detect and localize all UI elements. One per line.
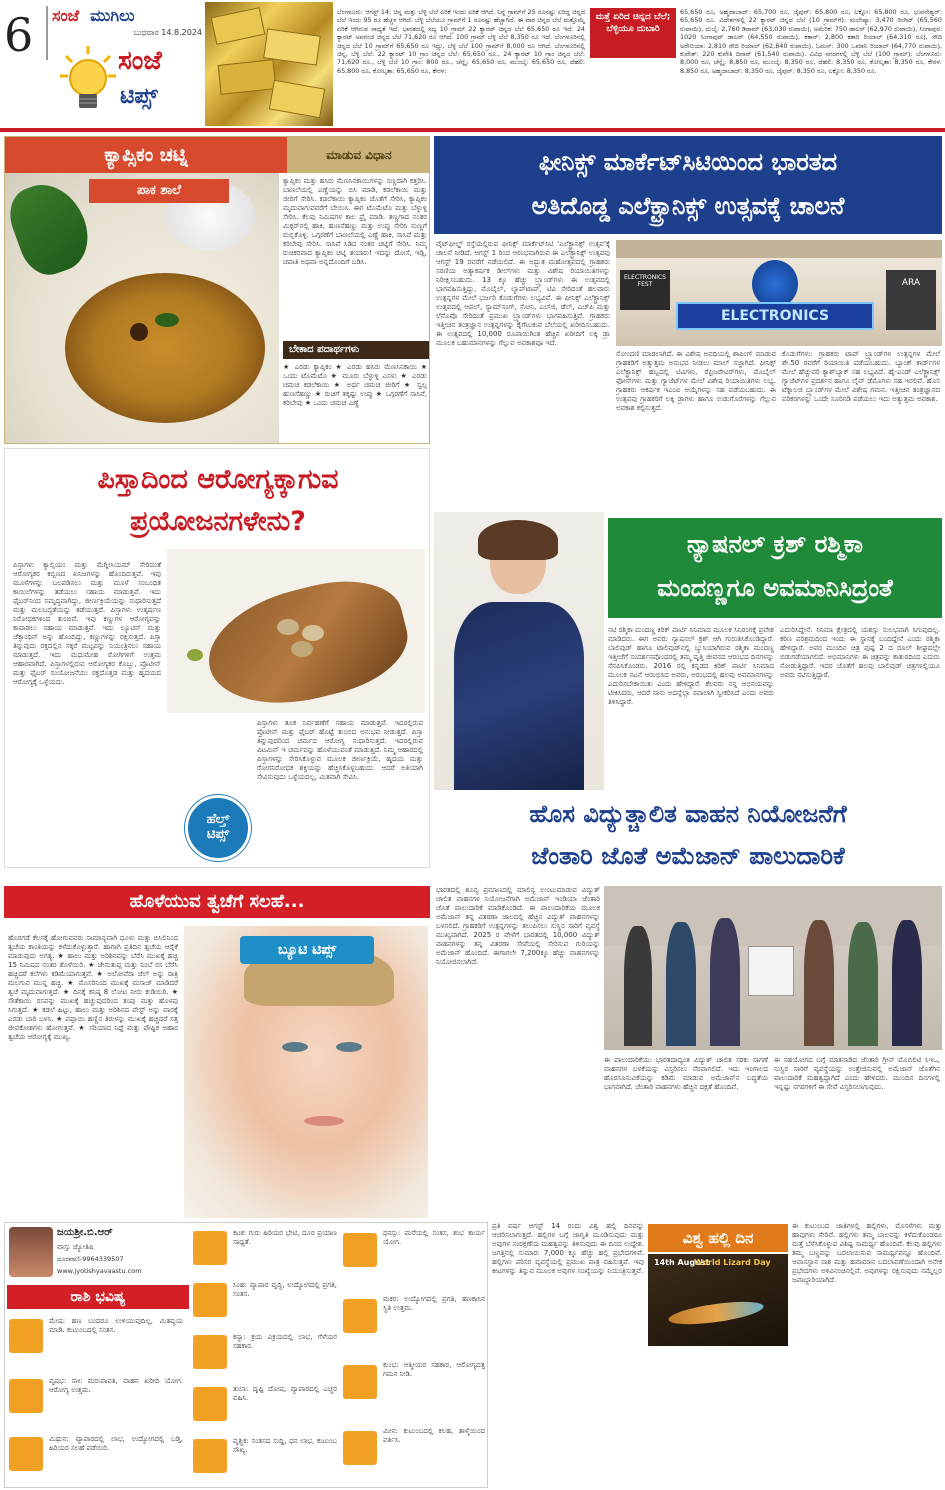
amazon-title-line-1: ಹೊಸ ವಿದ್ಯುತ್ಚಾಲಿತ ವಾಹನ ನಿಯೋಜನೆಗೆ [529, 800, 847, 828]
gold-rates-badge-text: ಮತ್ತೆ ಏರಿದ ಚಿನ್ನದ ಬೆಲೆ; ಬೆಳ್ಳಿಯೂ ದುಬಾರಿ [595, 12, 671, 34]
sign-tula [193, 1383, 339, 1433]
rashi-title-bar [7, 1285, 189, 1309]
sign-kanya-text: ಕನ್ಯಾ: ಕ್ರಯ ವಿಕ್ರಯದಲ್ಲಿ ಲಾಭ, ಗೆಳೆಯರ ಸಹಕಾರ. [233, 1333, 337, 1350]
beauty-tips-badge [240, 936, 374, 964]
sign-vrishchika [193, 1435, 339, 1485]
skin-face-image [184, 926, 428, 1218]
gold-bars-image [205, 2, 333, 126]
skin-text: ಹೊರಗಡೆ ಕೆಲಸಕ್ಕೆ ಹೋಗುವವರು ಸಾಮಾನ್ಯವಾಗಿ ಧೂಳು ಮತ್ತು ಬಿಸಿಲಿನಿಂದ ತ್ವಚೆಯ ಕಾಂತಿಯನ್ನು ಕಳೆದುಕೊಳ್ಳುತ್ತಾರೆ. ಹಾಗಾಗಿ ಪ್ರತಿದಿನ ತ್ವಚೆಯ ಆರೈಕೆ ಮಾಡುವುದು ಅಗತ್ಯ. ★ ಹಾಲು ಮತ್ತು ಅರಿಶಿನವನ್ನು ಬೆರೆಸಿ ಮುಖಕ್ಕೆ ಹಚ್ಚಿ 15 ನಿಮಿಷದ ನಂತರ ತೊಳೆಯಿರಿ. ★ ಜೇನುತುಪ್ಪ ಮತ್ತು ನಿಂಬೆ ರಸ ಬೆರೆಸಿ ಹಚ್ಚಿದರೆ ಕಲೆಗಳು ಕಡಿಮೆಯಾಗುತ್ತವೆ. ★ ಅಲೋವೆರಾ ಜೆಲ್ ಅನ್ನು ರಾತ್ರಿ ಮಲಗುವ ಮುನ್ನ ಹಚ್ಚಿ. ★ ಮೊಸರಿನಿಂದ ಮುಖಕ್ಕೆ ಮಸಾಜ್ ಮಾಡಿದರೆ ತ್ವಚೆ ಮೃದುವಾಗುತ್ತದೆ. ★ ದಿನಕ್ಕೆ ಕನಿಷ್ಠ 8 ಲೋಟ ನೀರು ಕುಡಿಯಿರಿ. ★ ಸೌತೆಕಾಯಿ ರಸವನ್ನು ಮುಖಕ್ಕೆ ಹಚ್ಚುವುದರಿಂದ ತಂಪು ಮತ್ತು ಹೊಳಪು ಸಿಗುತ್ತದೆ. ★ ಕಡಲೆ ಹಿಟ್ಟು, ಹಾಲು ಮತ್ತು ಅರಿಶಿನದ ಪೇಸ್ಟ್ ಅನ್ನು ವಾರಕ್ಕೆ ಎರಡು ಬಾರಿ ಬಳಸಿ. ★ ಪಪ್ಪಾಯಿ ಹಣ್ಣಿನ ತಿರುಳನ್ನು ಮುಖಕ್ಕೆ ಹಚ್ಚಿದರೆ ಸತ್ತ ಜೀವಕೋಶಗಳು ಹೋಗುತ್ತವೆ. ★ ಸರಿಯಾದ ನಿದ್ದೆ ಮತ್ತು ಪೌಷ್ಟಿಕ ಆಹಾರ ತ್ವಚೆಯ ಆರೋಗ್ಯಕ್ಕೆ ಮುಖ್ಯ. [8, 934, 178, 1041]
kanya-icon [193, 1335, 227, 1369]
health-tips-badge [185, 795, 251, 861]
ingredients-label: ಬೇಕಾದ ಪದಾರ್ಥಗಳು [289, 344, 360, 355]
mithuna-icon [9, 1437, 43, 1471]
recipe-section [4, 136, 430, 444]
makara-icon [343, 1299, 377, 1333]
lizard-poster-text: World Lizard Day [694, 1258, 771, 1267]
recipe-method-label: ಮಾಡುವ ವಿಧಾನ [326, 148, 392, 162]
fest-label: ELECTRONICS FEST [620, 270, 670, 310]
sign-kataka [193, 1227, 339, 1277]
lizard-col-2: ಈ ಕುಟುಂಬದ ಜಾತಿಗಳಲ್ಲಿ ಹಲ್ಲಿಗಳು, ಮೊಸಳೆಗಳು ಮತ್ತು ಹಾವುಗಳು ಸೇರಿವೆ. ಹಲ್ಲಿಗಳು ತಮ್ಮ ಬಾಲವನ್ನು ಕಳೆದುಕೊಂಡರೂ ಮತ್ತೆ ಬೆಳೆಸಿಕೊಳ್ಳುವ ವಿಶಿಷ್ಟ ಸಾಮರ್ಥ್ಯ ಹೊಂದಿವೆ. ಕೆಲವು ಹಲ್ಲಿಗಳು ತಮ್ಮ ಬಣ್ಣವನ್ನು ಬದಲಾಯಿಸುವ ಸಾಮರ್ಥ್ಯವನ್ನೂ ಹೊಂದಿವೆ. ಆವಾಸಸ್ಥಾನ ನಾಶ ಮತ್ತು ಹವಾಮಾನ ಬದಲಾವಣೆಯಿಂದಾಗಿ ಅನೇಕ ಪ್ರಭೇದಗಳು ಅಳಿವಿನಂಚಿನಲ್ಲಿವೆ. ಅವುಗಳನ್ನು ರಕ್ಷಿಸುವುದು ನಮ್ಮೆಲ್ಲರ ಜವಾಬ್ದಾರಿಯಾಗಿದೆ. [792, 1222, 942, 1284]
sign-vrishchika-text: ವೃಶ್ಚಿಕ: ಸಂತಸದ ಸುದ್ದಿ, ಧನ ಲಾಭ, ಕುಟುಂಬ ಸೌಖ್ಯ. [233, 1437, 337, 1454]
kumbha-icon [343, 1365, 377, 1399]
rashmika-col-1: ನಟಿ ರಶ್ಮಿಕಾ ಮಂದಣ್ಣ ಕಿರಿಕ್ ಪಾರ್ಟಿ ಸಿನಿಮಾದ ಮೂಲಕ ಸಿನಿರಂಗಕ್ಕೆ ಪ್ರವೇಶ ಮಾಡಿದರು. ಈಗ ಅವರು ನ್ಯಾಷನಲ್ ಕ್ರಶ್ ಆಗಿ ಗುರುತಿಸಿಕೊಂಡಿದ್ದಾರೆ. ಬಾಲಿವುಡ್ ಹಾಗೂ ಟಾಲಿವುಡ್‌ನಲ್ಲಿ ಬ್ಯುಸಿಯಾಗಿರುವ ರಶ್ಮಿಕಾ ಮಂದಣ್ಣ ಇತ್ತೀಚೆಗೆ ಸಂದರ್ಶನವೊಂದರಲ್ಲಿ ತಮ್ಮ ವೃತ್ತಿ ಜೀವನದ ಆರಂಭದ ದಿನಗಳನ್ನು ನೆನಪಿಸಿಕೊಂಡರು. 2016 ರಲ್ಲಿ ಕನ್ನಡದ ಕಿರಿಕ್ ಪಾರ್ಟಿ ಸಿನಿಮಾದ ಮೂಲಕ ನಟನೆ ಆರಂಭಿಸಿದ ಅವರು, ಆರಂಭದಲ್ಲಿ ಹಲವು ಅವಮಾನಗಳನ್ನು ಎದುರಿಸಬೇಕಾಯಿತು ಎಂದು ಹೇಳಿದ್ದಾರೆ. ಕೆಲವರು ನನ್ನ ಅಭಿನಯವನ್ನು ಟೀಕಿಸಿದರು, ಆದರೆ ನಾನು ಅದನ್ನೆಲ್ಲಾ ಸವಾಲಾಗಿ ಸ್ವೀಕರಿಸಿದೆ ಎಂದು ಅವರು ತಿಳಿಸಿದ್ದಾರೆ. [608, 626, 774, 706]
bulb-icon [58, 44, 118, 114]
amazon-section [434, 794, 942, 1218]
amazon-col-2: ಈ ಪಾಲುದಾರಿಕೆಯು ಭಾರತದಾದ್ಯಂತ ವಿದ್ಯುತ್ ಚಾಲಿತ ಸರಕು ಸಾಗಣೆ ವಾಹನಗಳ ಬಳಕೆಯನ್ನು ವಿಸ್ತರಿಸಲು ನೆರವಾಗಲಿದೆ. ಇದು ಇಂಗಾಲದ ಹೊರಸೂಸುವಿಕೆಯನ್ನು ಕಡಿಮೆ ಮಾಡುವ ಅಮೆಜಾನ್‌ನ ಬದ್ಧತೆಯ ಭಾಗವಾಗಿದೆ. ಜೆಂತಾರಿ ವಾಹನಗಳು ಹೆಚ್ಚಿನ ದಕ್ಷತೆ ಹೊಂದಿವೆ. [604, 1056, 768, 1091]
sign-kumbha [343, 1359, 487, 1421]
pista-title-line-2: ಪ್ರಯೋಜನಗಳೇನು? [130, 506, 306, 537]
amazon-title-line-2: ಜೆಂತಾರಿ ಜೊತೆ ಅಮೆಜಾನ್ ಪಾಲುದಾರಿಕೆ [531, 842, 845, 870]
brand-part-2: ಮುಗಿಲು [90, 6, 135, 25]
sign-vrishabha-text: ವೃಷಭ: ಸಾಲ ಮರುಪಾವತಿ, ವಾಹನ ಖರೀದಿ ಯೋಗ. ಆರೋಗ್ಯ ಉತ್ತಮ. [49, 1377, 183, 1394]
section-title-line-1: ಸಂಜೆ [118, 46, 162, 76]
kitchen-label-bar [89, 179, 229, 203]
brand-part-1: ಸಂಜೆ [52, 6, 79, 25]
health-tips-badge-line-2: ಟಿಪ್ಸ್ [206, 827, 230, 842]
pista-right-text: ಪಿಸ್ತಾಗಳು ತೂಕ ನಿರ್ವಹಣೆಗೆ ಸಹಾಯ ಮಾಡುತ್ತವೆ. ಇದರಲ್ಲಿರುವ ಪ್ರೊಟೀನ್ ಮತ್ತು ಫೈಬರ್ ಹೊಟ್ಟೆ ತುಂಬಿದ ಅನುಭವ ನೀಡುತ್ತದೆ. ಪಿಸ್ತಾ ತಿನ್ನುವುದರಿಂದ ಚರ್ಮದ ಆರೋಗ್ಯ ಸುಧಾರಿಸುತ್ತದೆ. ಇದರಲ್ಲಿರುವ ವಿಟಮಿನ್ ಇ ಚರ್ಮವನ್ನು ಹೊಳೆಯುವಂತೆ ಮಾಡುತ್ತದೆ. ನಿಮ್ಮ ಆಹಾರದಲ್ಲಿ ಪಿಸ್ತಾಗಳನ್ನು ಸೇರಿಸಿಕೊಳ್ಳುವ ಮೂಲಕ ಜೀರ್ಣಕ್ರಿಯೆ, ಹೃದಯ ಮತ್ತು ರೋಗನಿರೋಧಕ ಶಕ್ತಿಯನ್ನು ಹೆಚ್ಚಿಸಿಕೊಳ್ಳಬಹುದು. ಆದರೆ ಅತಿಯಾಗಿ ಸೇವಿಸುವುದು ಒಳ್ಳೆಯದಲ್ಲ, ಮಿತವಾಗಿ ಸೇವಿಸಿ. [257, 719, 423, 781]
gold-rates-right: 65,650 ರೂ, ಅಹ್ಮದಾಬಾದ್: 65,700 ರೂ, ಜೈಪುರ್: 65,800 ರೂ, ಲಕ್ನೋ: 65,800 ರೂ, ಭುವನೇಶ್ವರ್: 65,650 ರೂ. ವಿದೇಶಗಳಲ್ಲಿ 22 ಕ್ಯಾರಟ್ ಚಿನ್ನದ ಬೆಲೆ (10 ಗ್ರಾಮ್‌ಗೆ): ಮಲೇಷ್ಯಾ: 3,470 ರಿಂಗಿಟ್ (65,560 ರುಪಾಯಿ), ದುಬೈ: 2,760 ಡಿರಾಮ್ (63,030 ರುಪಾಯಿ), ಅಮೆರಿಕ: 750 ಡಾಲರ್ (62,970 ರುಪಾಯಿ), ಸಿಂಗಾಪುರ: 1020 ಸಿಂಗಾಪುರ್ ಡಾಲರ್ (64,550 ರುಪಾಯಿ), ಕತಾರ್: 2,800 ಕತಾರಿ ರಿಯಾಲ್ (64,310 ರೂ), ಸೌದಿ ಅರೇಬಿಯಾ: 2,810 ಸೌದಿ ರಿಯಾಲ್ (62,840 ರುಪಾಯಿ), ಓಮನ್: 300 ಒಮಾನಿ ರಿಯಾಲ್ (64,770 ರುಪಾಯಿ), ಕುವೇತ್: 220 ಕುವೇತಿ ದಿನಾರ್ (61,540 ರುಪಾಯಿ). ವಿವಿಧ ನಗರಗಳಲ್ಲಿ ಬೆಳ್ಳಿ ಬೆಲೆ (100 ಗ್ರಾಮ್): ಬೆಂಗಳೂರು: 8,000 ರೂ, ಚೆನ್ನೈ: 8,850 ರೂ, ಮುಂಬೈ: 8,350 ರೂ, ದೆಹಲಿ: 8,350 ರೂ, ಕೋಲ್ಕತಾ: 8,350 ರೂ, ಕೇರಳ: 8,850 ರೂ, ಅಹ್ಮದಾಬಾದ್: 8,350 ರೂ, ಜೈಪುರ್: 8,350 ರೂ, ಲಕ್ನೋ: 8,350 ರೂ. [680, 8, 942, 75]
astrology-section [4, 1222, 488, 1488]
sign-mithuna-text: ಮಿಥುನ: ವ್ಯಾಪಾರದಲ್ಲಿ ಲಾಭ, ಉದ್ಯೋಗದಲ್ಲಿ ಬಡ್ತಿ, ಹಿರಿಯರ ಸಲಹೆ ಪಡೆಯಿರಿ. [49, 1435, 183, 1452]
astrologer-name: ಜಯಶ್ರೀ.ಬಿ.ಆರ್ [57, 1227, 113, 1238]
brand-logo [52, 6, 192, 28]
pista-title-line-1: ಪಿಸ್ತಾದಿಂದ ಆರೋಗ್ಯಕ್ಕಾಗುವ [97, 464, 339, 495]
rashi-title: ರಾಶಿ ಭವಿಷ್ಯ [70, 1289, 126, 1305]
rashmika-title-line-2: ಮಂದಣ್ಣಗೂ ಅವಮಾನಿಸಿದ್ರಂತೆ [657, 574, 893, 602]
rashmika-photo [434, 512, 604, 790]
phoenix-section [434, 136, 942, 508]
phoenix-col-3: ಕೊಡುಗೆಗಳು: ಗ್ರಾಹಕರು ಟಾಪ್ ಬ್ರ್ಯಾಂಡ್‌ಗಳ ಉತ್ಪನ್ನಗಳ ಮೇಲೆ ಶೇ.50 ರವರೆಗೆ ರಿಯಾಯಿತಿ ಪಡೆಯಬಹುದು. ಬ್ಯಾಂಕ್ ಕಾರ್ಡ್‌ಗಳ ಮೇಲೆ ಹೆಚ್ಚುವರಿ ಕ್ಯಾಶ್‌ಬ್ಯಾಕ್ ಸಹ ಲಭ್ಯವಿದೆ. ಹೈ-ಎಂಡ್ ಎಲೆಕ್ಟ್ರಾನಿಕ್ಸ್ ಗ್ಯಾಜೆಟ್‌ಗಳ ಪ್ರದರ್ಶನ ಹಾಗೂ ಲೈವ್ ಡೆಮೊಗಳು ಸಹ ಇರಲಿವೆ. ಹೊಸ ಟೆಕ್ನಾಲಜಿ ಬ್ರ್ಯಾಂಡ್‌ಗಳ ಮೇಲೆ ವಿಶೇಷ ಗಮನ. ಇತ್ತೀಚಿನ ತಂತ್ರಜ್ಞಾನದ ಪರಿಕರಗಳನ್ನು ಒಂದೇ ಸೂರಿನಡಿ ಪಡೆಯಲು ಇದು ಅತ್ಯುತ್ತಮ ಅವಕಾಶ. [782, 350, 940, 403]
sign-vrishabha [9, 1375, 185, 1431]
masthead [0, 0, 945, 128]
electronics-sign: ELECTRONICS [676, 302, 874, 330]
health-tips-badge-line-1: ಹೆಲ್ತ್ [206, 812, 230, 827]
sign-kataka-text: ಕಟಕ: ಗುರು ಹಿರಿಯರ ಭೇಟಿ, ದೂರ ಪ್ರಯಾಣ ಸಾಧ್ಯತೆ. [233, 1229, 337, 1246]
astrologer-phone: ದೂರವಾಣಿ-9964339507 [57, 1255, 124, 1263]
sign-dhanassu-text: ಧನಸ್ಸು: ಮನೆಯಲ್ಲಿ ಸಂತಸ, ಶುಭ ಕಾರ್ಯ ಯೋಗ. [383, 1229, 485, 1246]
astrologer-role: ವಾಸ್ತು ಜ್ಯೋತಿಷಿ [57, 1243, 94, 1251]
phoenix-mall-image [616, 240, 942, 346]
meena-icon [343, 1431, 377, 1465]
lizard-title-bar [648, 1224, 788, 1252]
rashmika-col-2: ಎದುರಿಸಿದ್ದೇನೆ. ಸಿನಿಮಾ ಕ್ಷೇತ್ರದಲ್ಲಿ ಯಶಸ್ಸು ಸುಲಭವಾಗಿ ಸಿಗುವುದಿಲ್ಲ. ಕಠಿಣ ಪರಿಶ್ರಮದಿಂದ ಇಂದು ಈ ಸ್ಥಾನಕ್ಕೆ ಬಂದಿದ್ದೇನೆ ಎಂದು ರಶ್ಮಿಕಾ ಹೇಳಿದ್ದಾರೆ. ಅವರ ಮುಂದಿನ ಚಿತ್ರ ಪುಷ್ಪ 2 ದ ರೂಲ್ ಶೀಘ್ರದಲ್ಲೇ ಬಿಡುಗಡೆಯಾಗಲಿದೆ. ಅಭಿಮಾನಿಗಳು ಈ ಚಿತ್ರವನ್ನು ಕಾತುರದಿಂದ ಎದುರು ನೋಡುತ್ತಿದ್ದಾರೆ. ಇದರ ಜೊತೆಗೆ ಹಲವು ಬಾಲಿವುಡ್ ಚಿತ್ರಗಳಲ್ಲಿಯೂ ಅವರು ನಟಿಸುತ್ತಿದ್ದಾರೆ. [780, 626, 940, 679]
lizard-col-1: ಪ್ರತಿ ವರ್ಷ ಆಗಸ್ಟ್ 14 ರಂದು ವಿಶ್ವ ಹಲ್ಲಿ ದಿನವನ್ನು ಆಚರಿಸಲಾಗುತ್ತದೆ. ಹಲ್ಲಿಗಳ ಬಗ್ಗೆ ಜಾಗೃತಿ ಮೂಡಿಸುವುದು ಮತ್ತು ಅವುಗಳ ಸಂರಕ್ಷಣೆಯ ಮಹತ್ವವನ್ನು ತಿಳಿಸುವುದು ಈ ದಿನದ ಉದ್ದೇಶ. ಜಗತ್ತಿನಲ್ಲಿ ಸುಮಾರು 7,000 ಕ್ಕೂ ಹೆಚ್ಚು ಹಲ್ಲಿ ಪ್ರಭೇದಗಳಿವೆ. ಹಲ್ಲಿಗಳು ಪರಿಸರ ವ್ಯವಸ್ಥೆಯಲ್ಲಿ ಪ್ರಮುಖ ಪಾತ್ರ ವಹಿಸುತ್ತವೆ. ಇವು ಕೀಟಗಳನ್ನು ತಿನ್ನುವ ಮೂಲಕ ಅವುಗಳ ಸಂಖ್ಯೆಯನ್ನು ನಿಯಂತ್ರಿಸುತ್ತವೆ. [492, 1222, 644, 1275]
mesha-icon [9, 1319, 43, 1353]
sign-mithuna [9, 1433, 185, 1485]
page-number: 6 [4, 8, 34, 62]
amazon-group-photo [604, 886, 942, 1050]
section-title-line-2: ಟಿಪ್ಸ್ [120, 84, 158, 109]
pista-left-text: ಪಿಸ್ತಾಗಳು ಕ್ಯಾಲ್ಸಿಯಂ ಮತ್ತು ಮೆಗ್ನೀಸಿಯಮ್ ಸೇರಿದಂತೆ ಆರೋಗ್ಯಕರ ಕಬ್ಬಿಣದ ಖನಿಜಗಳನ್ನು ಹೊಂದಿರುತ್ತವೆ. ಇವು ಮೂಳೆಗಳನ್ನು ಬಲಪಡಿಸಲು ಮತ್ತು ಮೂಳೆ ಸಂಬಂಧಿತ ಕಾಯಿಲೆಗಳನ್ನು ತಡೆಯಲು ಸಹಾಯ ಮಾಡುತ್ತವೆ. ಇದು ಫೈಬರ್‌ನಿಂದ ಸಮೃದ್ಧವಾಗಿದ್ದು, ಜೀರ್ಣಕ್ರಿಯೆಯನ್ನು ಸುಧಾರಿಸುತ್ತದೆ ಮತ್ತು ಮಲಬದ್ಧತೆಯನ್ನು ತಡೆಯುತ್ತದೆ. ಪಿಸ್ತಾಗಳು ಉತ್ಕರ್ಷಣ ನಿರೋಧಕಗಳಿಂದ ತುಂಬಿವೆ. ಇವು ಕಣ್ಣುಗಳ ಆರೋಗ್ಯವನ್ನು ಕಾಪಾಡಲು ಸಹಾಯ ಮಾಡುತ್ತವೆ. ಇದು ಲ್ಯೂಟಿನ್ ಮತ್ತು ಜೆಕ್ಸಾಂಥಿನ್ ಅನ್ನು ಹೊಂದಿದ್ದು, ಕಣ್ಣುಗಳನ್ನು ರಕ್ಷಿಸುತ್ತದೆ. ಪಿಸ್ತಾ ತಿನ್ನುವುದು ರಕ್ತದಲ್ಲಿನ ಸಕ್ಕರೆ ಮಟ್ಟವನ್ನು ನಿಯಂತ್ರಿಸಲು ಸಹಾಯ ಮಾಡುತ್ತದೆ. ಇದು ಮಧುಮೇಹ ರೋಗಿಗಳಿಗೆ ಉತ್ತಮ ಆಹಾರವಾಗಿದೆ. ಪಿಸ್ತಾಗಳಲ್ಲಿರುವ ಆರೋಗ್ಯಕರ ಕೊಬ್ಬು, ಪ್ರೊಟೀನ್ ಮತ್ತು ಫೈಬರ್ ಸಂಯೋಜನೆಯು ರಕ್ತದೊತ್ತಡ ಮತ್ತು ಹೃದಯದ ಆರೋಗ್ಯಕ್ಕೆ ಒಳ್ಳೆಯದು. [13, 561, 161, 686]
store-sign: ARA [886, 270, 936, 330]
gold-rates-right-lower [590, 62, 678, 126]
dhanassu-icon [343, 1233, 377, 1267]
sign-makara-text: ಮಕರ: ಉದ್ಯೋಗದಲ್ಲಿ ಪ್ರಗತಿ, ಹಣಕಾಸಿನ ಸ್ಥಿತಿ ಉತ್ತಮ. [383, 1295, 485, 1312]
masthead-divider [46, 6, 48, 60]
sign-kanya [193, 1331, 339, 1381]
lizard-poster-image [648, 1254, 788, 1346]
tula-icon [193, 1387, 227, 1421]
phoenix-title-line-2: ಅತಿದೊಡ್ಡ ಎಲೆಕ್ಟ್ರಾನಿಕ್ಸ್ ಉತ್ಸವಕ್ಕೆ ಚಾಲನೆ [531, 192, 845, 220]
rashmika-section [434, 512, 942, 790]
gold-rates-left: ಬೆಂಗಳೂರು: ಆಗಸ್ಟ್ 14: ಚಿನ್ನ ಮತ್ತು ಬೆಳ್ಳಿ ಬೆಲೆ ಏರಿಕೆ ಇಂದು ಏರಿಕೆ ಆಗಿದೆ. ನಿನ್ನೆ ಗ್ರಾಮ್‌ಗೆ 25 ರೂನಷ್ಟು ಏರಿದ್ದ ಚಿನ್ನದ ಬೆಲೆ ಇಂದು 95 ರೂ ಹೆಚ್ಚಳ ಆಗಿದೆ. ಬೆಳ್ಳಿ ಬೆಲೆಯೂ ಗ್ರಾಮ್‌ಗೆ 1 ರೂನಷ್ಟು ಹೆಚ್ಚಾಗಿದೆ. ಈ ವಾರ ಚಿನ್ನದ ಬೆಲೆ ಮತ್ತೊಮ್ಮೆ ಏರಿಕೆ ಆಗಿರುವ ಸಾಧ್ಯತೆ ಇದೆ. ಭಾರತದಲ್ಲಿ ಸದ್ಯ 10 ಗ್ರಾಮ್ 22 ಕ್ಯಾರಟ್ ಚಿನ್ನದ ಬೆಲೆ 65,650 ರೂ ಇದೆ. 24 ಕ್ಯಾರಟ್ ಅಪರಂಜಿ ಚಿನ್ನದ ಬೆಲೆ 71,620 ರೂ ಆಗಿದೆ. 100 ಗ್ರಾಮ್ ಬೆಳ್ಳಿ ಬೆಲೆ 8,350 ರೂ ಇದೆ. ಬೆಂಗಳೂರಿನಲ್ಲಿ ಚಿನ್ನದ ಬೆಲೆ 10 ಗ್ರಾಮ್‌ಗೆ 65,650 ರೂ ಇದ್ದು, ಬೆಳ್ಳಿ ಬೆಲೆ 100 ಗ್ರಾಮ್‌ಗೆ 8,000 ರೂ ಆಗಿದೆ. ಬೆಂಗಳೂರಿನಲ್ಲಿ ಚಿನ್ನ, ಬೆಳ್ಳಿ ಬೆಲೆ: 22 ಕ್ಯಾರಟ್ 10 ಗ್ರಾಂ ಚಿನ್ನದ ಬೆಲೆ: 65,650 ರೂ., 24 ಕ್ಯಾರಟ್ 10 ಗ್ರಾಂ ಚಿನ್ನದ ಬೆಲೆ: 71,620 ರೂ., ಬೆಳ್ಳಿ ಬೆಲೆ 10 ಗ್ರಾಂ: 800 ರೂ., ಚೆನ್ನೈ: 65,650 ರೂ, ಮುಂಬೈ: 65,650 ರೂ, ದೆಹಲಿ: 65,800 ರೂ, ಕೋಲ್ಕತಾ: 65,650 ರೂ, ಕೇರಳ: [337, 8, 585, 75]
recipe-title-bar [5, 137, 287, 173]
amazon-col-3: ಈ ಸಹಯೋಗದ ಬಗ್ಗೆ ಮಾತನಾಡಿದ ಜೆಂತಾರಿ ಗ್ರೀನ್ ಮೊಬಿಲಿಟಿ ಸಿಇಒ, ಸುಸ್ಥಿರ ಸಾರಿಗೆ ವ್ಯವಸ್ಥೆಯನ್ನು ಉತ್ತೇಜಿಸುವಲ್ಲಿ ಅಮೆಜಾನ್ ಜೊತೆಗಿನ ಪಾಲುದಾರಿಕೆ ಮಹತ್ವದ್ದಾಗಿದೆ ಎಂದು ಹೇಳಿದರು. ಮುಂದಿನ ದಿನಗಳಲ್ಲಿ ಇನ್ನಷ್ಟು ನಗರಗಳಿಗೆ ಈ ಸೇವೆ ವಿಸ್ತರಿಸಲಾಗುವುದು. [774, 1056, 940, 1091]
vrishabha-icon [9, 1379, 43, 1413]
amazon-col-1: ಭಾರತದಲ್ಲಿ ಶೂನ್ಯ ಪ್ರಮಾಣದಲ್ಲಿ ಮಾಲಿನ್ಯ ಉಂಟುಮಾಡುವ ವಿದ್ಯುತ್ ಚಾಲಿತ ವಾಹನಗಳ ನಿಯೋಜನೆಗಾಗಿ ಅಮೆಜಾನ್ ಇಂಡಿಯಾ ಜೆಂತಾರಿ ಜೊತೆ ಪಾಲುದಾರಿಕೆ ಮಾಡಿಕೊಂಡಿದೆ. ಈ ಪಾಲುದಾರಿಕೆಯ ಮೂಲಕ ಅಮೆಜಾನ್ ತನ್ನ ವಿತರಣಾ ಜಾಲದಲ್ಲಿ ಹೆಚ್ಚಿನ ವಿದ್ಯುತ್ ವಾಹನಗಳನ್ನು ಬಳಸಲಿದೆ. ಗ್ರಾಹಕರಿಗೆ ಉತ್ಪನ್ನಗಳನ್ನು ತಲುಪಿಸಲು ಸುಸ್ಥಿರ ಸಾರಿಗೆ ವ್ಯವಸ್ಥೆ ಮುಖ್ಯವಾಗಿದೆ. 2025 ರ ವೇಳೆಗೆ ಭಾರತದಲ್ಲಿ 10,000 ವಿದ್ಯುತ್ ವಾಹನಗಳನ್ನು ತನ್ನ ವಿತರಣಾ ಸೇವೆಯಲ್ಲಿ ಸೇರಿಸುವ ಗುರಿಯನ್ನು ಅಮೆಜಾನ್ ಹೊಂದಿದೆ. ಈಗಾಗಲೇ 7,200ಕ್ಕೂ ಹೆಚ್ಚು ವಾಹನಗಳನ್ನು ನಿಯೋಜಿಸಲಾಗಿದೆ. [436, 886, 600, 966]
astrologer-website: www.jyotishyavaastu.com [57, 1267, 142, 1275]
recipe-method-text: ಕ್ಯಾಪ್ಸಿಕಂ ಮತ್ತು ಹಸಿರು ಮೆಣಸಿನಕಾಯಿಗಳನ್ನು ಸಣ್ಣದಾಗಿ ಕತ್ತರಿಸಿ. ಬಾಣಲೆಯಲ್ಲಿ ಎಣ್ಣೆಯನ್ನು ಬಿಸಿ ಮಾಡಿ, ಕಡಲೆಕಾಯಿ ಮತ್ತು ಜೀರಿಗೆ ಸೇರಿಸಿ. ಕಡಲೆಕಾಯಿ ಕ್ಯಾಪ್ಸಿಕಂ ಜೊತೆಗೆ ಸೇರಿಸಿ, ಕ್ಯಾಪ್ಸಿಕಂ ಮೃದುವಾಗುವವರೆಗೆ ಬೇಯಿಸಿ. ಈಗ ಟೊಮೆಟೊ ಮತ್ತು ಬೆಳ್ಳುಳ್ಳಿ ಸೇರಿಸಿ. ಕೆಲವು ನಿಮಿಷಗಳ ಕಾಲ ಫ್ರೈ ಮಾಡಿ. ತಣ್ಣಗಾದ ನಂತರ ಮಿಕ್ಸರ್‌ನಲ್ಲಿ ಹಾಕಿ, ಹುಣಸೆಹಣ್ಣು ಮತ್ತು ಉಪ್ಪು ಸೇರಿಸಿ ನುಣ್ಣಗೆ ರುಬ್ಬಿಕೊಳ್ಳಿ. ಒಗ್ಗರಣೆಗೆ ಬಾಣಲೆಯಲ್ಲಿ ಎಣ್ಣೆ ಹಾಕಿ, ಸಾಸಿವೆ ಮತ್ತು ಕರಿಬೇವು ಸೇರಿಸಿ. ಸಾಸಿವೆ ಸಿಡಿದ ನಂತರ ಚಟ್ನಿಗೆ ಸೇರಿಸಿ. ನಿಮ್ಮ ರುಚಿಕರವಾದ ಕ್ಯಾಪ್ಸಿಕಂ ಚಟ್ನಿ ತಯಾರು! ಇದನ್ನು ದೋಸೆ, ಇಡ್ಲಿ, ಚಪಾತಿ ಅಥವಾ ಅನ್ನದೊಂದಿಗೆ ಬಡಿಸಿ. [283, 177, 427, 266]
sign-meena [343, 1425, 487, 1485]
recipe-method-label-bar [287, 137, 430, 173]
phoenix-title-line-1: ಫೀನಿಕ್ಸ್ ಮಾರ್ಕೆಟ್‌ಸಿಟಿಯಿಂದ ಭಾರತದ [538, 148, 838, 176]
rashmika-title-line-1: ನ್ಯಾಷನಲ್ ಕ್ರಶ್ ರಶ್ಮಿಕಾ [687, 530, 863, 558]
vrishchika-icon [193, 1439, 227, 1473]
gold-rates-badge [590, 8, 676, 58]
skin-title-bar [4, 886, 430, 918]
rashmika-title-bar [608, 518, 942, 618]
sign-meena-text: ಮೀನ: ಕುಟುಂಬದಲ್ಲಿ ಕಲಹ, ತಾಳ್ಮೆಯಿಂದ ವರ್ತಿಸಿ. [383, 1427, 485, 1444]
sign-makara [343, 1293, 487, 1355]
sign-simha-text: ಸಿಂಹ: ವ್ಯಾಪಾರ ವೃದ್ಧಿ, ಉದ್ಯೋಗದಲ್ಲಿ ಪ್ರಗತಿ, ಸಂತಸ. [233, 1281, 337, 1298]
beauty-tips-badge-text: ಬ್ಯೂಟಿ ಟಿಪ್ಸ್ [277, 942, 337, 958]
masthead-rule [0, 128, 945, 132]
ingredients-text: ★ ಎರಡು ಕ್ಯಾಪ್ಸಿಕಂ ★ ಎರಡು ಹಸಿರು ಮೆಣಸಿನಕಾಯಿ ★ ಒಂದು ಟೊಮೆಟೊ ★ ಮೂರು ಬೆಳ್ಳುಳ್ಳಿ ಎಸಳು ★ ಎರಡು ಚಮಚ ಕಡಲೆಕಾಯಿ ★ ಅರ್ಧ ಚಮಚ ಜೀರಿಗೆ ★ ಸ್ವಲ್ಪ ಹುಣಸೆಹಣ್ಣು ★ ರುಚಿಗೆ ತಕ್ಕಷ್ಟು ಉಪ್ಪು ★ ಒಗ್ಗರಣೆಗೆ ಸಾಸಿವೆ, ಕರಿಬೇವು ★ ಒಂದು ಚಮಚ ಎಣ್ಣೆ [283, 363, 427, 407]
lizard-section [492, 1222, 942, 1488]
skin-section [4, 872, 430, 1218]
phoenix-col-1: ವೈಟ್‌ಫೀಲ್ಡ್ ರಸ್ತೆಯಲ್ಲಿರುವ ಫೀನಿಕ್ಸ್ ಮಾರ್ಕೆಟ್‌ಸಿಟಿ 'ಎಲೆಕ್ಟ್ರಾನಿಕ್ಸ್ ಉತ್ಸವ'ಕ್ಕೆ ಚಾಲನೆ ನೀಡಿದೆ. ಆಗಸ್ಟ್ 1 ರಿಂದ ಆರಂಭವಾಗಿರುವ ಈ ಎಲೆಕ್ಟ್ರಾನಿಕ್ಸ್ ಉತ್ಸವವು ಆಗಸ್ಟ್ 19 ರವರೆಗೆ ನಡೆಯಲಿದೆ. ಈ ಅದ್ಭುತ ಮಹೋತ್ಸವದಲ್ಲಿ ಗ್ರಾಹಕರು ಸರಣಿಯ ಅತ್ಯಾಕರ್ಷಕ ಡೀಲ್‌ಗಳು ಮತ್ತು ವಿಶೇಷ ರಿಯಾಯಿತಿಗಳನ್ನು ನಿರೀಕ್ಷಿಸಬಹುದು. 13 ಕ್ಕೂ ಹೆಚ್ಚು ಬ್ರ್ಯಾಂಡ್‌ಗಳು ಈ ಉತ್ಸವದಲ್ಲಿ ಭಾಗವಹಿಸುತ್ತಿದ್ದು, ಮೊಬೈಲ್, ಲ್ಯಾಪ್‌ಟಾಪ್, ಟಿವಿ ಸೇರಿದಂತೆ ಹಲವಾರು ಉತ್ಪನ್ನಗಳ ಮೇಲೆ ಭರ್ಜರಿ ಕೊಡುಗೆಗಳು ಲಭ್ಯವಿವೆ. ಈ ಫೀನಿಕ್ಸ್ ಎಲೆಕ್ಟ್ರಾನಿಕ್ಸ್ ಉತ್ಸವದಲ್ಲಿ ಆಪಲ್, ಸ್ಯಾಮ್‌ಸಂಗ್, ಸೋನಿ, ಎಲ್‌ಜಿ, ಡೆಲ್, ಎಚ್‌ಪಿ ಮತ್ತು ಲೆನೊವೊ ಸೇರಿದಂತೆ ಪ್ರಮುಖ ಬ್ರ್ಯಾಂಡ್‌ಗಳು ಭಾಗವಹಿಸುತ್ತಿವೆ. ಗ್ರಾಹಕರು ಇತ್ತೀಚಿನ ತಂತ್ರಜ್ಞಾನ ಉತ್ಪನ್ನಗಳನ್ನು ಕೈಗೆಟುಕುವ ಬೆಲೆಯಲ್ಲಿ ಖರೀದಿಸಬಹುದು. ಈ ಉತ್ಸವದಲ್ಲಿ 10,000 ರೂಪಾಯಿಗಿಂತ ಹೆಚ್ಚಿನ ಖರೀದಿಗೆ ಲಕ್ಕಿ ಡ್ರಾ ಮೂಲಕ ಬಹುಮಾನಗಳನ್ನು ಗೆಲ್ಲುವ ಅವಕಾಶವೂ ಇದೆ. [436, 240, 610, 347]
sign-dhanassu [343, 1227, 487, 1289]
recipe-food-image [5, 173, 279, 444]
lizard-poster-date: 14th August [654, 1258, 710, 1267]
issue-date: ಬುಧವಾರ 14.8.2024 [133, 28, 202, 37]
sign-kumbha-text: ಕುಂಭ: ಆತ್ಮೀಯರ ಸಹಕಾರ, ಆರೋಗ್ಯದತ್ತ ಗಮನ ನೀಡಿ. [383, 1361, 485, 1378]
ingredients-label-bar [283, 341, 429, 359]
lizard-title: ವಿಶ್ವ ಹಲ್ಲಿ ದಿನ [682, 1229, 754, 1247]
skin-title: ಹೊಳೆಯುವ ತ್ವಚೆಗೆ ಸಲಹೆ... [129, 891, 305, 912]
recipe-title: ಕ್ಯಾಪ್ಸಿಕಂ ಚಟ್ನಿ [104, 144, 188, 166]
phoenix-col-2: ನೋಂದಣಿ ಮಾಡಲಾಗಿದೆ. ಈ ವಿಶೇಷ ಅವಧಿಯಲ್ಲಿ ಶಾಪಿಂಗ್ ಮಾಡುವ ಗ್ರಾಹಕರಿಗೆ ಅತ್ಯುತ್ತಮ ಅನುಭವ ನೀಡಲು ಮಾಲ್ ಸಜ್ಜಾಗಿದೆ. ಫೀನಿಕ್ಸ್ ಎಲೆಕ್ಟ್ರಾನಿಕ್ಸ್ ಹಬ್ಬದಲ್ಲಿ ಟಿವಿಗಳು, ರೆಫ್ರಿಜರೇಟರ್‌ಗಳು, ಮೊಬೈಲ್ ಫೋನ್‌ಗಳು ಮತ್ತು ಗ್ಯಾಜೆಟ್‌ಗಳ ಮೇಲೆ ವಿಶೇಷ ರಿಯಾಯಿತಿಗಳು ಲಭ್ಯ. ಗ್ರಾಹಕರು ಆಕರ್ಷಕ ಇಎಂಐ ಆಯ್ಕೆಗಳನ್ನು ಸಹ ಪಡೆಯಬಹುದು. ಈ ಉತ್ಸವವು ಗ್ರಾಹಕರಿಗೆ ಲಕ್ಕಿ ಡ್ರಾಗಳು ಹಾಗೂ ಉಡುಗೊರೆಗಳನ್ನು ಗೆಲ್ಲುವ ಅವಕಾಶ ಕಲ್ಪಿಸುತ್ತದೆ. [616, 350, 776, 412]
astrologer-avatar [9, 1227, 53, 1277]
phoenix-title-bar [434, 136, 942, 234]
sign-tula-text: ತುಲಾ: ದೃಷ್ಟಿ ದೋಷ, ವ್ಯಾಪಾರದಲ್ಲಿ ಎಚ್ಚರ ವಹಿಸಿ. [233, 1385, 337, 1402]
pista-image [167, 549, 425, 713]
sign-mesha-text: ಮೇಷ: ಹಣ ಬಂದರೂ ಉಳಿಯುವುದಿಲ್ಲ, ಮಿತವ್ಯಯ ಮಾಡಿ. ಕುಟುಂಬದಲ್ಲಿ ಸಂತಸ. [49, 1317, 183, 1334]
sign-mesha [9, 1315, 185, 1371]
sign-simha [193, 1279, 339, 1329]
pista-section [4, 448, 430, 868]
kitchen-label: ಪಾಕ ಶಾಲೆ [137, 183, 181, 198]
simha-icon [193, 1283, 227, 1317]
kataka-icon [193, 1231, 227, 1265]
